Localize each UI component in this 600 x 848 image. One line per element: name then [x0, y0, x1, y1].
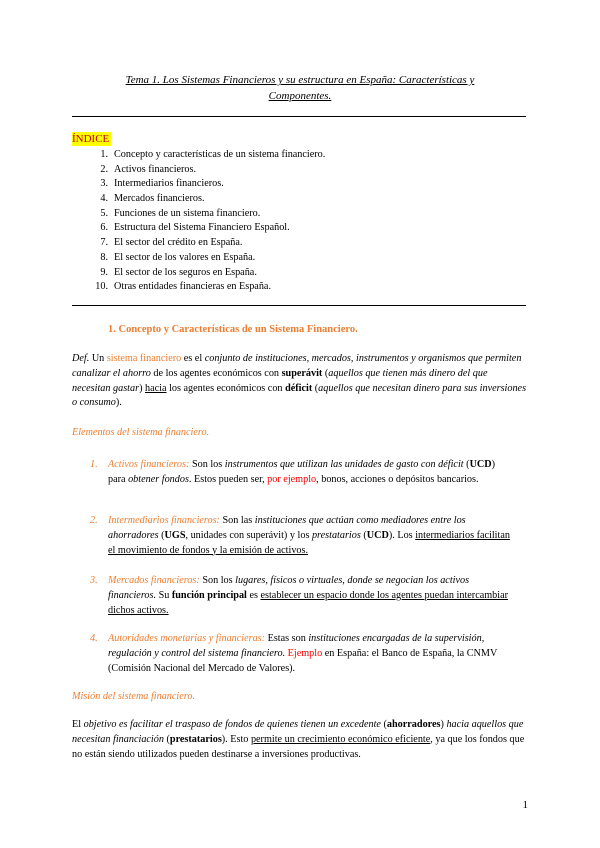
- title-line-1: Tema 1. Los Sistemas Financieros y su estructura en España: Características y: [125, 74, 475, 86]
- section-1-title: 1. Concepto y Características de un Sistema Financiero.: [108, 324, 358, 335]
- elementos-heading: Elementos del sistema financiero.: [72, 427, 210, 438]
- element-item: 3. Mercados financieros: Son los lugares, físicos o virtuales, donde se negocian los activos financieros. Su función principal es establecer un espacio donde los agentes puedan intercambiar dichos activos.: [90, 575, 508, 616]
- divider-bottom: [72, 305, 526, 306]
- toc-item: 2. Activos financieros.: [100, 163, 197, 175]
- toc-item: 5. Funciones de un sistema financiero.: [100, 207, 261, 219]
- toc-item: 7. El sector del crédito en España.: [100, 237, 243, 249]
- toc-item: 6. Estructura del Sistema Financiero Español.: [100, 222, 290, 234]
- toc-item: 1. Concepto y características de un sistema financiero.: [100, 149, 326, 160]
- toc-item: 9. El sector de los seguros en España.: [100, 266, 257, 278]
- definition-paragraph: Def. Un sistema financiero es el conjunto de instituciones, mercados, instrumentos y organismos que permiten canalizar el ahorro de los agentes económicos con superávit (aquellos que tienen más dinero del que necesitan gastar) hacia los agentes económicos con déficit (aquellos que necesitan dinero para sus inversiones o consumo).: [72, 353, 527, 409]
- toc-item: 8. El sector de los valores en España.: [100, 251, 256, 263]
- element-item: 1. Activos financieros: Son los instrumentos que utilizan las unidades de gasto con déficit (UCD) para obtener fondos. Estos pueden ser, por ejemplo, bonos, acciones o depósitos bancarios.: [90, 459, 496, 485]
- table-of-contents: [88, 148, 325, 295]
- document-title: [90, 72, 510, 104]
- mision-heading: Misión del sistema financiero.: [72, 691, 195, 702]
- title-line-2: Componentes.: [268, 90, 332, 102]
- divider-top: [72, 116, 526, 117]
- toc-item: 10. Otras entidades financieras en España.: [95, 281, 271, 293]
- indice-heading: ÍNDICE: [72, 133, 110, 145]
- toc-item: 4. Mercados financieros.: [100, 193, 205, 205]
- element-item: 2. Intermediarios financieros: Son las instituciones que actúan como mediadores entre los ahorradores (UGS, unidades con superávit) y los prestatarios (UCD). Los intermediarios facilitan el movimiento de fondos y la emisión de activos.: [90, 515, 510, 556]
- element-item: 4. Autoridades monetarias y financieras: Estas son instituciones encargadas de la supervisión, regulación y control del sistema financiero. Ejemplo en España: el Banco de España, la CNMV (Comisión Nacional del Mercado de Valores).: [90, 633, 498, 674]
- mision-paragraph: El objetivo es facilitar el traspaso de fondos de quienes tienen un excedente (ahorradores) hacia aquellos que necesitan financiación (prestatarios). Esto permite un crecimiento económico eficiente, ya que los fondos que no están siendo utilizados pueden destinarse a inversiones productivas.: [72, 719, 525, 760]
- toc-item: 3. Intermediarios financieros.: [100, 178, 224, 190]
- page-number: 1: [522, 799, 528, 811]
